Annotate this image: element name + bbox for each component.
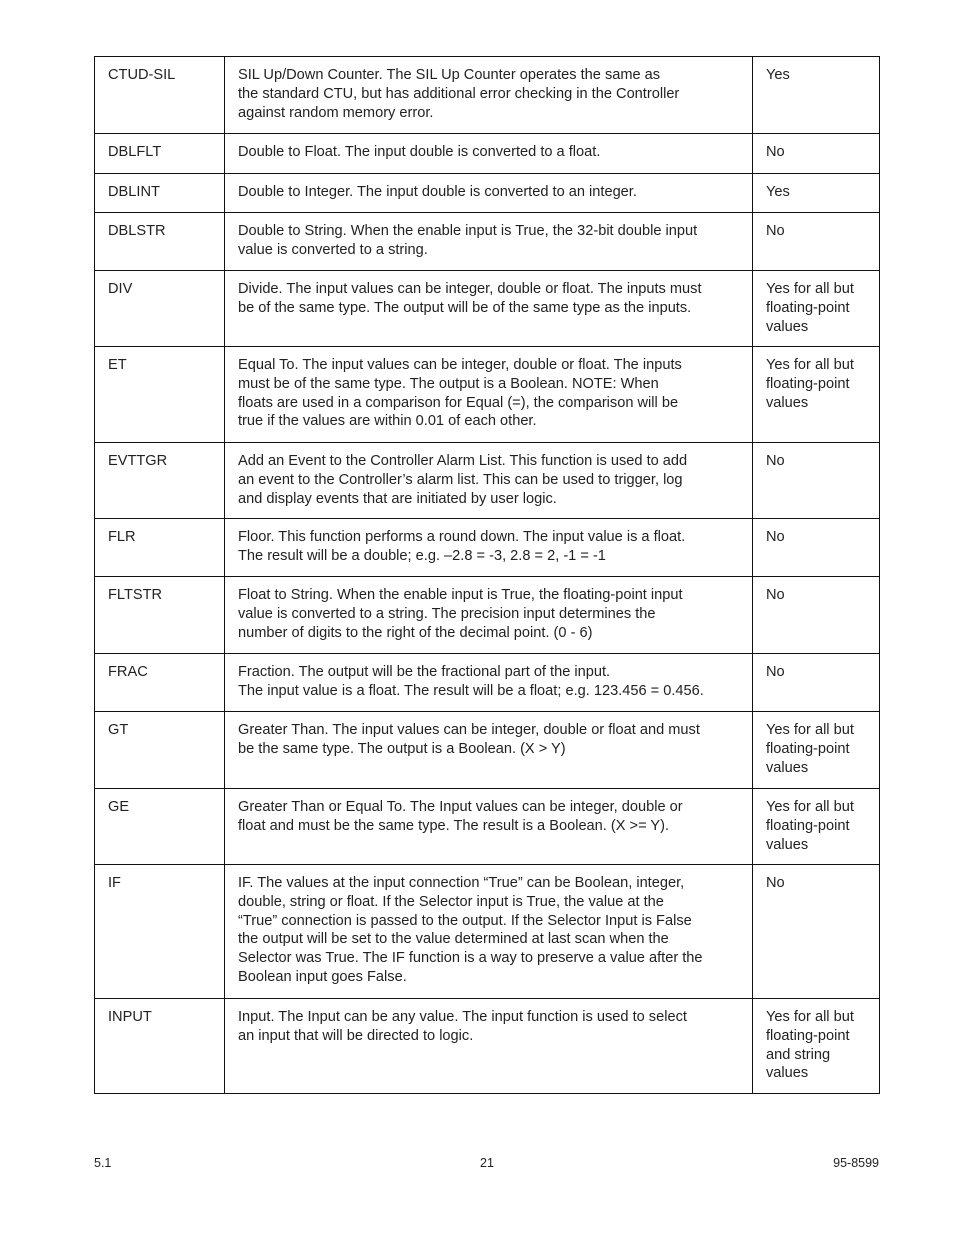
table-row-ge <box>95 789 880 865</box>
function-table <box>94 56 880 1094</box>
function-description-cell: Greater Than or Equal To. The Input values can be integer, double or float and must be the same type. The result is a Boolean. (X >= Y). <box>225 789 753 865</box>
function-name-cell: IF <box>95 865 225 999</box>
function-support-cell: No <box>753 213 880 271</box>
footer-page-number: 21 <box>480 1156 494 1170</box>
function-support-cell: Yes for all but floating-point values <box>753 347 880 443</box>
table-row-et <box>95 347 880 443</box>
table-row-dblint <box>95 174 880 213</box>
function-name-cell: FLR <box>95 519 225 577</box>
function-description-cell: SIL Up/Down Counter. The SIL Up Counter operates the same as the standard CTU, but has additional error checking in the Controller against random memory error. <box>225 57 753 134</box>
function-name-cell: DBLSTR <box>95 213 225 271</box>
function-support-cell: No <box>753 865 880 999</box>
function-description-cell: Equal To. The input values can be integer, double or float. The inputs must be of the same type. The output is a Boolean. NOTE: When floats are used in a comparison for Equal (=), the comparison will be true if the values are within 0.01 of each other. <box>225 347 753 443</box>
function-support-cell: Yes for all but floating-point values <box>753 712 880 789</box>
function-support-cell: Yes <box>753 57 880 134</box>
function-description-cell: Add an Event to the Controller Alarm List. This function is used to add an event to the Controller’s alarm list. This can be used to trigger, log and display events that are initiated by user logic. <box>225 443 753 519</box>
function-name-cell: DBLINT <box>95 174 225 213</box>
function-support-cell: Yes for all but floating-point values <box>753 789 880 865</box>
footer-document-number: 95-8599 <box>833 1156 879 1170</box>
function-table-body <box>95 57 880 1094</box>
table-row-ctud-sil <box>95 57 880 134</box>
function-description-cell: Double to Float. The input double is converted to a float. <box>225 134 753 174</box>
table-row-fltstr <box>95 577 880 654</box>
function-description-cell: Divide. The input values can be integer, double or float. The inputs must be of the same type. The output will be of the same type as the inputs. <box>225 271 753 347</box>
function-support-cell: No <box>753 654 880 712</box>
function-name-cell: CTUD-SIL <box>95 57 225 134</box>
function-name-cell: GT <box>95 712 225 789</box>
function-support-cell: No <box>753 134 880 174</box>
function-support-cell: Yes for all but floating-point values <box>753 271 880 347</box>
function-description-cell: Fraction. The output will be the fractional part of the input. The input value is a float. The result will be a float; e.g. 123.456 = 0.456. <box>225 654 753 712</box>
function-description-cell: Floor. This function performs a round down. The input value is a float. The result will be a double; e.g. –2.8 = -3, 2.8 = 2, -1 = -1 <box>225 519 753 577</box>
function-support-cell: Yes <box>753 174 880 213</box>
function-name-cell: DBLFLT <box>95 134 225 174</box>
function-name-cell: INPUT <box>95 999 225 1094</box>
function-description-cell: Input. The Input can be any value. The input function is used to select an input that will be directed to logic. <box>225 999 753 1094</box>
function-name-cell: EVTTGR <box>95 443 225 519</box>
function-name-cell: FLTSTR <box>95 577 225 654</box>
function-name-cell: FRAC <box>95 654 225 712</box>
table-row-evttgr <box>95 443 880 519</box>
table-row-gt <box>95 712 880 789</box>
function-name-cell: GE <box>95 789 225 865</box>
table-row-div <box>95 271 880 347</box>
function-description-cell: Float to String. When the enable input is True, the floating-point input value is converted to a string. The precision input determines the number of digits to the right of the decimal point. (0 - 6) <box>225 577 753 654</box>
function-name-cell: ET <box>95 347 225 443</box>
function-support-cell: Yes for all but floating-point and string values <box>753 999 880 1094</box>
table-row-dblstr <box>95 213 880 271</box>
function-support-cell: No <box>753 443 880 519</box>
table-row-flr <box>95 519 880 577</box>
function-description-cell: Double to String. When the enable input is True, the 32-bit double input value is converted to a string. <box>225 213 753 271</box>
function-description-cell: Double to Integer. The input double is converted to an integer. <box>225 174 753 213</box>
footer-revision: 5.1 <box>94 1156 112 1170</box>
function-support-cell: No <box>753 519 880 577</box>
table-row-if <box>95 865 880 999</box>
function-description-cell: Greater Than. The input values can be integer, double or float and must be the same type. The output is a Boolean. (X > Y) <box>225 712 753 789</box>
function-name-cell: DIV <box>95 271 225 347</box>
function-support-cell: No <box>753 577 880 654</box>
table-row-dblflt <box>95 134 880 174</box>
table-row-input <box>95 999 880 1094</box>
table-row-frac <box>95 654 880 712</box>
function-description-cell: IF. The values at the input connection “True” can be Boolean, integer, double, string or float. If the Selector input is True, the value at the “True” connection is passed to the output. If the Selector Input is False the output will be set to the value determined at last scan when the Selector was True. The IF function is a way to preserve a value after the Boolean input goes False. <box>225 865 753 999</box>
